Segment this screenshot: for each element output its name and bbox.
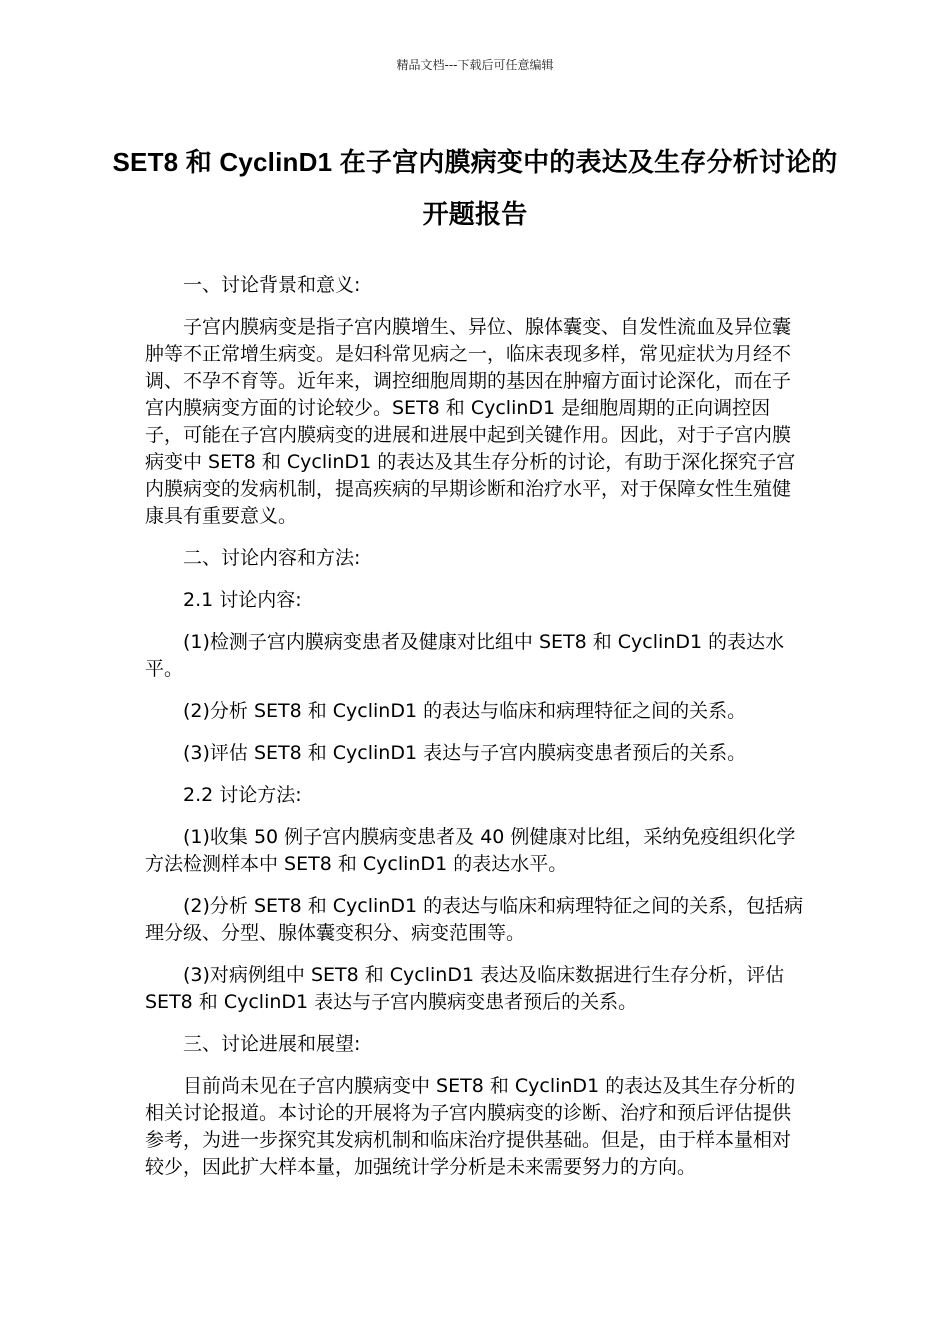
content-item-1: (1)检测子宫内膜病变患者及健康对比组中 SET8 和 CyclinD1 的表达水平。 bbox=[145, 631, 785, 680]
subsection-heading-methods: 2.2 讨论方法: bbox=[183, 784, 302, 806]
content-item-3: (3)评估 SET8 和 CyclinD1 表达与子宫内膜病变患者预后的关系。 bbox=[183, 742, 747, 764]
subsection-heading-content: 2.1 讨论内容: bbox=[183, 589, 302, 611]
header-note: 精品文档---下载后可任意编辑 bbox=[396, 58, 554, 72]
section-heading-background: 一、讨论背景和意义: bbox=[183, 274, 361, 296]
document-body bbox=[145, 272, 807, 1196]
method-item-3: (3)对病例组中 SET8 和 CyclinD1 表达及临床数据进行生存分析，评估 SET8 和 CyclinD1 表达与子宫内膜病变患者预后的关系。 bbox=[145, 964, 785, 1013]
method-item-2: (2)分析 SET8 和 CyclinD1 的表达与临床和病理特征之间的关系，包括病理分级、分型、腺体囊变积分、病变范围等。 bbox=[145, 895, 804, 944]
paragraph-background: 子宫内膜病变是指子宫内膜增生、异位、腺体囊变、自发性流血及异位囊肿等不正常增生病变。是妇科常见病之一，临床表现多样，常见症状为月经不调、不孕不育等。近年来，调控细胞周期的基因在肿瘤方面讨论深化，而在子宫内膜病变方面的讨论较少。SET8 和 CyclinD1 是细胞周期的正向调控因子，可能在子宫内膜病变的进展和进展中起到关键作用。因此，对于子宫内膜病变中 SET8 和 CyclinD1 的表达及其生存分析的讨论，有助于深化探究子宫内膜病变的发病机制，提高疾病的早期诊断和治疗水平，对于保障女性生殖健康具有重要意义。 bbox=[145, 316, 796, 527]
paragraph-progress: 目前尚未见在子宫内膜病变中 SET8 和 CyclinD1 的表达及其生存分析的相关讨论报道。本讨论的开展将为子宫内膜病变的诊断、治疗和预后评估提供参考，为进一步探究其发病机制和临床治疗提供基础。但是，由于样本量相对较少，因此扩大样本量，加强统计学分析是未来需要努力的方向。 bbox=[145, 1075, 796, 1178]
document-title: SET8 和 CyclinD1 在子宫内膜病变中的表达及生存分析讨论的开题报告 bbox=[112, 147, 838, 229]
section-heading-progress: 三、讨论进展和展望: bbox=[183, 1033, 361, 1055]
section-heading-content-methods: 二、讨论内容和方法: bbox=[183, 547, 361, 569]
content-item-2: (2)分析 SET8 和 CyclinD1 的表达与临床和病理特征之间的关系。 bbox=[183, 700, 747, 722]
method-item-1: (1)收集 50 例子宫内膜病变患者及 40 例健康对比组，采纳免疫组织化学方法检测样本中 SET8 和 CyclinD1 的表达水平。 bbox=[145, 826, 796, 875]
